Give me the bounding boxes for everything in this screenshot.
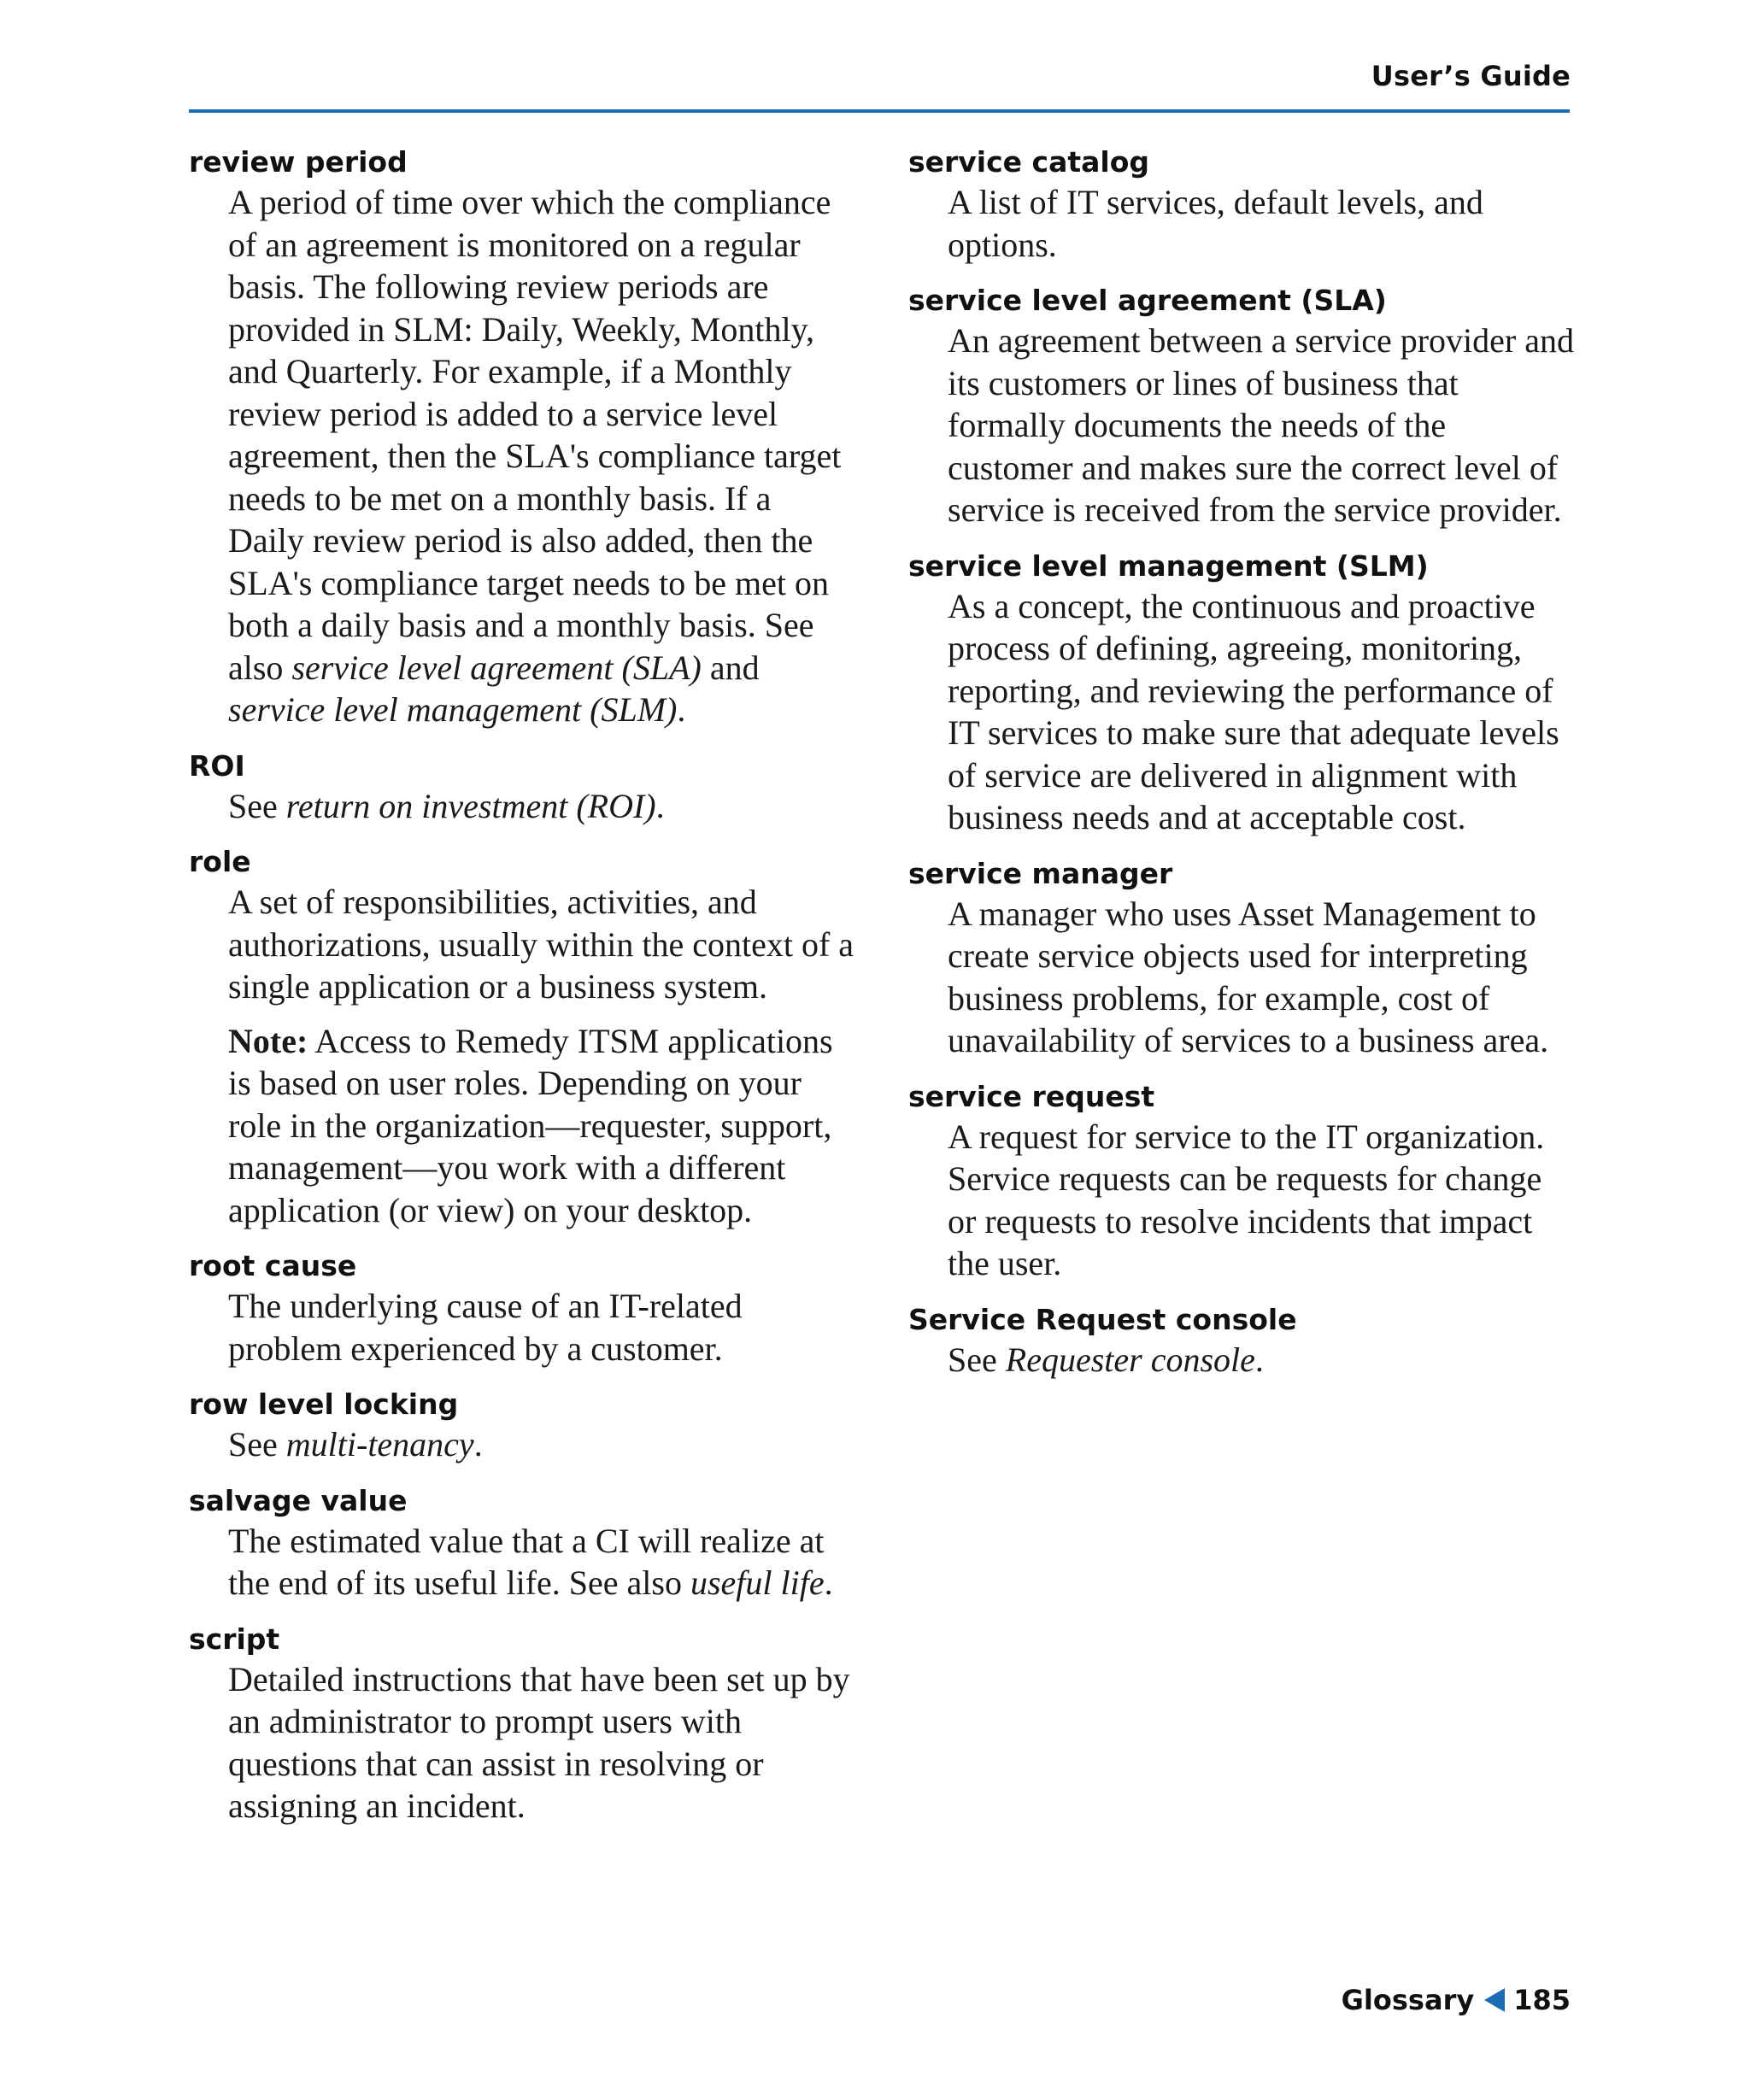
crossref-sla: service level agreement (SLA) [291, 648, 702, 687]
definition-service-request-console: See Requester console. [948, 1340, 1264, 1379]
entry-slm [908, 548, 1575, 839]
definition-service-request: A request for service to the IT organization. Service requests can be requests for change or requests to resolve incidents that impact the user. [948, 1117, 1545, 1282]
entry-row-level-locking [189, 1386, 855, 1466]
note-label: Note: [228, 1021, 308, 1060]
crossref-roi: return on investment (ROI) [285, 786, 656, 825]
crossref-multi-tenancy: multi-tenancy [285, 1425, 474, 1464]
page-number: 185 [1513, 1984, 1571, 2016]
term-role: role [189, 845, 251, 878]
header-rule [189, 109, 1570, 113]
term-roi: ROI [189, 748, 245, 783]
crossref-useful-life: useful life [690, 1563, 825, 1602]
term-service-catalog: service catalog [908, 145, 1150, 179]
entry-service-request [908, 1078, 1575, 1285]
left-triangle-icon [1484, 1988, 1505, 2012]
running-header: User’s Guide [1371, 60, 1571, 92]
entry-script [189, 1621, 855, 1827]
definition-script: Detailed instructions that have been set up by an administrator to prompt users with questions that can assist in resolving or assigning an incident. [228, 1659, 850, 1825]
term-service-request: service request [908, 1079, 1155, 1113]
definition-row-level-locking: See multi-tenancy. [228, 1425, 483, 1464]
definition-service-manager: A manager who uses Asset Management to create service objects used for interpreting business problems, for example, cost of unavailability of services to a business area. [948, 894, 1549, 1059]
definition-review-period: A period of time over which the compliance of an agreement is monitored on a regular basis. The following review periods are provided in SLM: Daily, Weekly, Monthly, and Quarterly. For example, if a Monthly review period is added to a service level agreement, then the SLA's compliance target needs to be met on a monthly basis. If a Daily review period is also added, then the SLA's compliance target needs to be met on both a daily basis and a monthly basis. See also service level agreement (SLA) and service level management (SLM). [228, 183, 842, 729]
entry-role [189, 843, 855, 1231]
glossary-left-column [189, 144, 855, 1844]
entry-service-request-console [908, 1301, 1575, 1381]
entry-roi [189, 748, 855, 828]
definition-sla: An agreement between a service provider and its customers or lines of business that formally documents the needs of the customer and makes sure the correct level of service is received from the service provider. [948, 321, 1574, 529]
definition-service-catalog: A list of IT services, default levels, and options. [948, 183, 1483, 264]
definition-salvage-value: The estimated value that a CI will realize at the end of its useful life. See also useful life. [228, 1521, 833, 1602]
term-root-cause: root cause [189, 1249, 357, 1282]
footer-section-label: Glossary [1341, 1984, 1475, 2016]
entry-service-manager [908, 855, 1575, 1062]
term-service-request-console: Service Request console [908, 1302, 1297, 1336]
definition-roi: See return on investment (ROI). [228, 786, 665, 825]
definition-role: A set of responsibilities, activities, and authorizations, usually within the context of a single application or a business system. [228, 883, 854, 1006]
term-review-period: review period [189, 145, 408, 179]
note-role: Note: Access to Remedy ITSM applications is based on user roles. Depending on your role in the organization—requester, support, management—you work with a different application (or view) on your desktop. [228, 1021, 833, 1229]
definition-root-cause: The underlying cause of an IT-related problem experienced by a customer. [228, 1287, 743, 1368]
crossref-requester-console: Requester console [1005, 1340, 1255, 1379]
entry-salvage-value [189, 1482, 855, 1604]
entry-review-period [189, 144, 855, 731]
term-script: script [189, 1622, 280, 1656]
term-slm: service level management (SLM) [908, 548, 1429, 583]
glossary-right-column [908, 144, 1575, 1397]
term-service-manager: service manager [908, 856, 1173, 890]
term-row-level-locking: row level locking [189, 1387, 459, 1421]
entry-service-catalog [908, 144, 1575, 266]
crossref-slm: service level management (SLM) [228, 690, 678, 729]
entry-sla [908, 282, 1575, 531]
definition-slm: As a concept, the continuous and proactive process of defining, agreeing, monitoring, reporting, and reviewing the performance of IT services to make sure that adequate levels of service are delivered in alignment with business needs and at acceptable cost. [948, 586, 1559, 836]
page-footer [1342, 1984, 1571, 2016]
entry-root-cause [189, 1247, 855, 1370]
term-salvage-value: salvage value [189, 1483, 408, 1517]
term-sla: service level agreement (SLA) [908, 284, 1387, 317]
